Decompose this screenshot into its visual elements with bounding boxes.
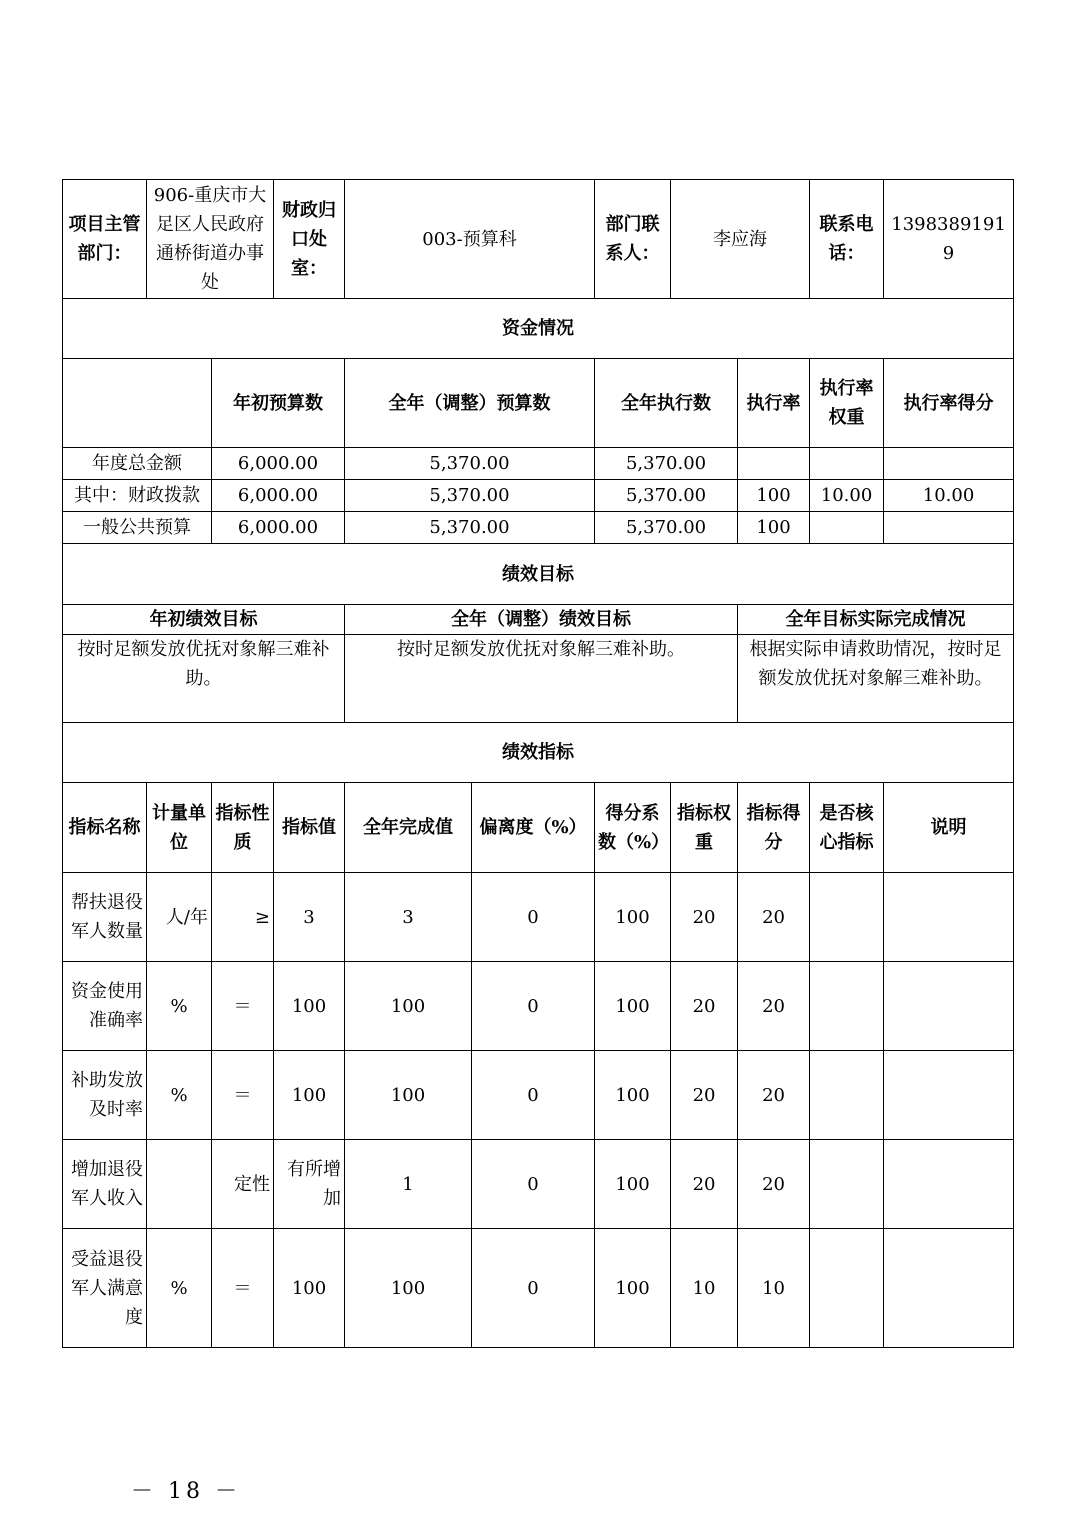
indicator-row [63, 873, 1014, 962]
performance-table [62, 179, 1014, 1348]
funds-col-header: 执行率 [738, 359, 810, 448]
indicators-col-header: 指标得分 [738, 783, 810, 873]
funds-col-header [63, 359, 212, 448]
indicators-col-header: 指标值 [274, 783, 345, 873]
indicator-row [63, 1140, 1014, 1229]
funds-col-header: 全年执行数 [595, 359, 738, 448]
goals-initial: 按时足额发放优抚对象解三难补助。 [63, 635, 345, 723]
indicator-cell: % [147, 962, 212, 1051]
funds-col-header: 全年（调整）预算数 [345, 359, 595, 448]
funds-cell [810, 512, 884, 544]
goals-header: 全年（调整）绩效目标 [345, 605, 738, 635]
indicators-col-header: 指标名称 [63, 783, 147, 873]
indicator-row [63, 1229, 1014, 1348]
indicators-section-title: 绩效指标 [63, 723, 1014, 783]
indicator-cell: 20 [671, 1051, 738, 1140]
indicator-cell: 3 [274, 873, 345, 962]
funds-cell: 5,370.00 [595, 512, 738, 544]
indicator-cell: 补助发放及时率 [63, 1051, 147, 1140]
indicators-col-header: 偏离度（%） [472, 783, 595, 873]
funds-cell [810, 448, 884, 480]
funds-cell: 100 [738, 512, 810, 544]
goals-row [63, 635, 1014, 723]
funds-cell: 10.00 [884, 480, 1014, 512]
indicator-cell: ＝ [212, 1051, 274, 1140]
funds-cell: 100 [738, 480, 810, 512]
indicator-cell: 1 [345, 1140, 472, 1229]
indicator-cell: 100 [274, 1051, 345, 1140]
indicator-cell: 100 [345, 1229, 472, 1348]
indicator-cell: ＝ [212, 1229, 274, 1348]
indicator-row [63, 962, 1014, 1051]
indicator-cell: % [147, 1051, 212, 1140]
indicator-cell: % [147, 1229, 212, 1348]
indicator-cell: 定性 [212, 1140, 274, 1229]
indicator-cell: 20 [671, 1140, 738, 1229]
funds-cell [884, 512, 1014, 544]
indicators-col-header: 指标性质 [212, 783, 274, 873]
office-value: 003-预算科 [345, 180, 595, 299]
indicator-cell: 0 [472, 1229, 595, 1348]
goals-header: 年初绩效目标 [63, 605, 345, 635]
funds-row [63, 480, 1014, 512]
funds-col-header: 年初预算数 [212, 359, 345, 448]
indicator-cell: 100 [274, 962, 345, 1051]
indicator-cell: 20 [671, 873, 738, 962]
indicator-cell: 增加退役军人收入 [63, 1140, 147, 1229]
indicator-cell: 100 [345, 1051, 472, 1140]
goals-adjusted: 按时足额发放优抚对象解三难补助。 [345, 635, 738, 723]
indicator-cell [884, 1229, 1014, 1348]
indicator-cell [884, 962, 1014, 1051]
indicator-cell: 100 [595, 1229, 671, 1348]
indicator-cell: 20 [738, 962, 810, 1051]
indicator-cell: ＝ [212, 962, 274, 1051]
indicator-row [63, 1051, 1014, 1140]
funds-cell: 6,000.00 [212, 512, 345, 544]
office-label: 财政归口处室： [274, 180, 345, 299]
funds-cell: 5,370.00 [595, 448, 738, 480]
indicators-col-header: 说明 [884, 783, 1014, 873]
indicator-cell: 100 [345, 962, 472, 1051]
indicator-cell [884, 873, 1014, 962]
indicator-cell: 资金使用准确率 [63, 962, 147, 1051]
indicators-col-header: 得分系数（%） [595, 783, 671, 873]
contact-value: 李应海 [671, 180, 810, 299]
indicators-col-header: 指标权重 [671, 783, 738, 873]
indicator-cell [147, 1140, 212, 1229]
indicator-cell: 帮扶退役军人数量 [63, 873, 147, 962]
indicator-cell: 100 [274, 1229, 345, 1348]
indicators-col-header: 全年完成值 [345, 783, 472, 873]
funds-cell: 5,370.00 [345, 448, 595, 480]
indicator-cell [884, 1140, 1014, 1229]
indicator-cell: 100 [595, 873, 671, 962]
funds-cell: 年度总金额 [63, 448, 212, 480]
phone-value: 13983891919 [884, 180, 1014, 299]
funds-cell: 10.00 [810, 480, 884, 512]
indicator-cell [810, 1229, 884, 1348]
indicator-cell: 20 [671, 962, 738, 1051]
funds-cell: 5,370.00 [595, 480, 738, 512]
page-number: － 18 － [131, 1479, 241, 1504]
funds-row [63, 512, 1014, 544]
funds-row [63, 448, 1014, 480]
funds-cell: 其中：财政拨款 [63, 480, 212, 512]
indicator-cell: 20 [738, 873, 810, 962]
contact-label: 部门联系人： [595, 180, 671, 299]
indicator-cell [810, 962, 884, 1051]
phone-label: 联系电话： [810, 180, 884, 299]
funds-cell: 5,370.00 [345, 480, 595, 512]
indicator-cell [810, 1140, 884, 1229]
indicator-cell: 0 [472, 1140, 595, 1229]
indicator-cell: 100 [595, 1140, 671, 1229]
indicator-cell: 有所增加 [274, 1140, 345, 1229]
goals-actual: 根据实际申请救助情况，按时足额发放优抚对象解三难补助。 [738, 635, 1014, 723]
funds-cell [884, 448, 1014, 480]
indicator-cell: 0 [472, 1051, 595, 1140]
goals-header: 全年目标实际完成情况 [738, 605, 1014, 635]
indicator-cell: 受益退役军人满意度 [63, 1229, 147, 1348]
indicators-col-header: 是否核心指标 [810, 783, 884, 873]
dept-value: 906-重庆市大足区人民政府通桥街道办事处 [147, 180, 274, 299]
funds-cell: 6,000.00 [212, 448, 345, 480]
indicator-cell: 100 [595, 1051, 671, 1140]
indicator-cell: 0 [472, 962, 595, 1051]
indicator-cell: 3 [345, 873, 472, 962]
indicator-cell [884, 1051, 1014, 1140]
indicator-cell [810, 1051, 884, 1140]
indicators-header-row [63, 783, 1014, 873]
indicator-cell: ≥ [212, 873, 274, 962]
header-row [63, 180, 1014, 299]
funds-cell: 一般公共预算 [63, 512, 212, 544]
indicator-cell: 0 [472, 873, 595, 962]
goals-header-row [63, 605, 1014, 635]
funds-cell: 5,370.00 [345, 512, 595, 544]
funds-col-header: 执行率得分 [884, 359, 1014, 448]
indicator-cell: 10 [738, 1229, 810, 1348]
indicator-cell: 20 [738, 1051, 810, 1140]
funds-section-title: 资金情况 [63, 299, 1014, 359]
goals-section-title: 绩效目标 [63, 544, 1014, 605]
funds-cell: 6,000.00 [212, 480, 345, 512]
funds-col-header: 执行率权重 [810, 359, 884, 448]
indicator-cell: 10 [671, 1229, 738, 1348]
funds-cell [738, 448, 810, 480]
indicator-cell: 人/年 [147, 873, 212, 962]
indicators-col-header: 计量单位 [147, 783, 212, 873]
funds-header-row [63, 359, 1014, 448]
indicator-cell: 20 [738, 1140, 810, 1229]
indicator-cell [810, 873, 884, 962]
dept-label: 项目主管部门： [63, 180, 147, 299]
indicator-cell: 100 [595, 962, 671, 1051]
